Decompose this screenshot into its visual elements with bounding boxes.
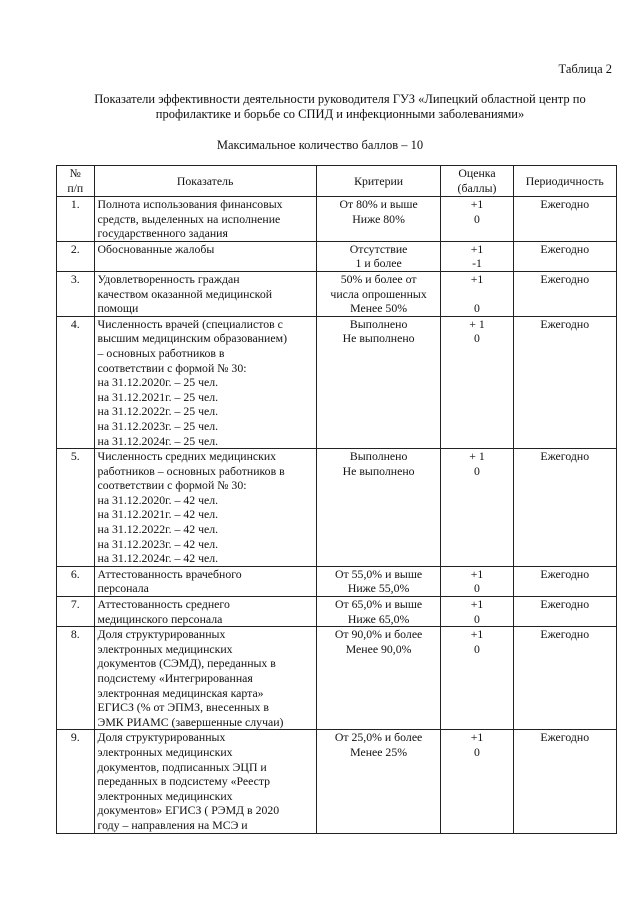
indicator-line: Численность средних медицинских <box>97 449 277 464</box>
period-value: Ежегодно <box>540 449 590 464</box>
score-line: 0 <box>474 611 480 626</box>
indicator-cell <box>94 597 316 627</box>
period-cell <box>513 316 617 448</box>
period-cell <box>513 627 617 730</box>
indicator-line: качеством оказанной медицинской <box>97 286 273 301</box>
table-row <box>57 316 617 448</box>
header-num-line-1: № <box>69 166 81 181</box>
criteria-line: От 90,0% и более <box>334 627 423 642</box>
indicator-line: – основных работников в <box>97 345 225 360</box>
indicator-line: подсистему «Интегрированная <box>97 671 253 685</box>
criteria-cell <box>316 271 441 316</box>
indicators-table <box>56 165 617 834</box>
score-cell <box>441 449 513 567</box>
header-score <box>441 166 513 197</box>
table-row <box>57 197 617 242</box>
criteria-line: Не выполнено <box>342 463 415 478</box>
criteria-line: Не выполнено <box>342 331 415 346</box>
period-cell <box>513 597 617 627</box>
period-value: Ежегодно <box>540 241 590 256</box>
row-number: 2. <box>70 241 80 256</box>
indicator-line: на 31.12.2020г. – 25 чел. <box>97 375 219 390</box>
row-number-cell <box>57 197 95 242</box>
row-number-cell <box>57 271 95 316</box>
indicator-line: работников – основных работников в <box>97 463 285 478</box>
indicator-line: электронных медицинских <box>97 641 233 656</box>
indicator-line: средств, выделенных на исполнение <box>97 211 281 226</box>
table-row <box>57 566 617 596</box>
indicator-cell <box>94 316 316 448</box>
period-value: Ежегодно <box>540 597 590 612</box>
indicator-line: электронная медицинская карта» <box>97 685 264 700</box>
indicator-line: году – направления на МСЭ и <box>97 817 248 832</box>
score-line: 0 <box>474 463 480 478</box>
title-line-1: Показатели эффективности деятельности руководителя ГУЗ «Липецкий областной центр по <box>94 92 586 106</box>
table-row <box>57 730 617 833</box>
criteria-line: Ниже 80% <box>352 211 405 226</box>
document-title <box>60 92 620 122</box>
criteria-cell <box>316 197 441 242</box>
row-number: 7. <box>70 597 80 612</box>
criteria-cell <box>316 316 441 448</box>
period-value: Ежегодно <box>540 316 590 331</box>
indicator-cell <box>94 730 316 833</box>
indicator-line: переданных в подсистему «Реестр <box>97 774 271 789</box>
period-cell <box>513 241 617 271</box>
indicator-line: на 31.12.2024г. – 42 чел. <box>97 551 219 566</box>
indicator-line: Полнота использования финансовых <box>97 197 283 211</box>
score-line: +1 <box>470 597 484 612</box>
indicator-line: Аттестованность среднего <box>97 597 230 612</box>
criteria-line: От 80% и выше <box>339 197 418 211</box>
row-number-cell <box>57 597 95 627</box>
criteria-line: Ниже 65,0% <box>347 611 410 626</box>
indicator-line: электронных медицинских <box>97 744 233 759</box>
criteria-line: числа опрошенных <box>330 286 427 301</box>
score-line: 0 <box>474 641 480 656</box>
row-number-cell <box>57 627 95 730</box>
score-line: 0 <box>474 744 480 759</box>
row-number: 4. <box>70 316 80 331</box>
period-cell <box>513 730 617 833</box>
indicator-line: на 31.12.2023г. – 25 чел. <box>97 418 219 433</box>
criteria-line: Менее 25% <box>350 744 408 759</box>
header-score-line-2: (баллы) <box>457 181 497 195</box>
criteria-line: Отсутствие <box>349 241 408 256</box>
table-label: Таблица 2 <box>558 62 612 76</box>
row-number-cell <box>57 316 95 448</box>
indicator-line: Аттестованность врачебного <box>97 566 242 581</box>
indicator-line: документов (СЭМД), переданных в <box>97 656 276 671</box>
criteria-line: Ниже 55,0% <box>347 581 410 596</box>
score-line: + 1 <box>469 449 485 464</box>
score-line: 0 <box>474 211 480 226</box>
score-line: +1 <box>470 197 484 211</box>
indicator-line: высшим медицинским образованием) <box>97 331 288 346</box>
header-score-line-1: Оценка <box>458 166 496 181</box>
period-cell <box>513 197 617 242</box>
indicator-cell <box>94 449 316 567</box>
indicator-cell <box>94 197 316 242</box>
score-line: -1 <box>472 256 482 271</box>
score-cell <box>441 241 513 271</box>
criteria-cell <box>316 241 441 271</box>
indicator-line: Доля структурированных <box>97 627 226 642</box>
score-line: 0 <box>474 331 480 346</box>
max-score-note: Максимальное количество баллов – 10 <box>216 138 424 152</box>
indicator-cell <box>94 271 316 316</box>
indicator-line: Обоснованные жалобы <box>97 241 215 256</box>
indicator-cell <box>94 627 316 730</box>
indicator-line: на 31.12.2020г. – 42 чел. <box>97 492 219 507</box>
indicator-line: электронных медицинских <box>97 788 233 803</box>
criteria-cell <box>316 566 441 596</box>
table-row <box>57 241 617 271</box>
score-line: 0 <box>474 301 480 316</box>
criteria-line: Выполнено <box>349 449 408 464</box>
period-value: Ежегодно <box>540 197 590 211</box>
title-line-2: профилактике и борьбе со СПИД и инфекционными заболеваниями» <box>155 107 525 121</box>
table-header-row <box>57 166 617 197</box>
score-line: +1 <box>470 241 484 256</box>
indicator-line: ЕГИСЗ (% от ЭПМЗ, внесенных в <box>97 700 269 715</box>
table-row <box>57 627 617 730</box>
indicator-line: на 31.12.2022г. – 42 чел. <box>97 522 219 537</box>
row-number: 1. <box>70 197 80 211</box>
indicator-line: документов» ЕГИСЗ ( РЭМД в 2020 <box>97 803 280 818</box>
criteria-line: Менее 90,0% <box>345 641 412 656</box>
criteria-line: 50% и более от <box>340 271 417 286</box>
indicator-line: документов, подписанных ЭЦП и <box>97 759 267 774</box>
criteria-cell <box>316 730 441 833</box>
score-cell <box>441 271 513 316</box>
table-row <box>57 597 617 627</box>
indicator-cell <box>94 241 316 271</box>
indicator-line: на 31.12.2023г. – 42 чел. <box>97 536 219 551</box>
indicator-line: на 31.12.2022г. – 25 чел. <box>97 404 219 419</box>
table-body <box>57 197 617 834</box>
criteria-line: Менее 50% <box>350 301 408 316</box>
period-cell <box>513 449 617 567</box>
criteria-cell <box>316 449 441 567</box>
header-criteria: Критерии <box>316 166 441 197</box>
score-cell <box>441 566 513 596</box>
header-period: Периодичность <box>513 166 617 197</box>
score-cell <box>441 730 513 833</box>
score-cell <box>441 597 513 627</box>
row-number: 6. <box>70 566 80 581</box>
indicator-line: на 31.12.2021г. – 42 чел. <box>97 507 219 522</box>
score-cell <box>441 316 513 448</box>
score-line: + 1 <box>469 316 485 331</box>
score-line: +1 <box>470 627 484 642</box>
criteria-line: Выполнено <box>349 316 408 331</box>
period-cell <box>513 271 617 316</box>
criteria-cell <box>316 597 441 627</box>
indicator-line: государственного задания <box>97 226 228 241</box>
row-number: 5. <box>70 449 80 464</box>
row-number: 3. <box>70 271 80 286</box>
header-num <box>57 166 95 197</box>
period-value: Ежегодно <box>540 566 590 581</box>
period-cell <box>513 566 617 596</box>
score-line: +1 <box>470 566 484 581</box>
row-number-cell <box>57 730 95 833</box>
period-value: Ежегодно <box>540 271 590 286</box>
row-number-cell <box>57 566 95 596</box>
period-value: Ежегодно <box>540 627 590 642</box>
indicator-line: Численность врачей (специалистов с <box>97 316 283 331</box>
indicator-line: Доля структурированных <box>97 730 226 745</box>
row-number-cell <box>57 449 95 567</box>
criteria-line: От 55,0% и выше <box>335 566 423 581</box>
score-cell <box>441 627 513 730</box>
indicator-line: на 31.12.2024г. – 25 чел. <box>97 433 219 448</box>
criteria-line: 1 и более <box>355 256 402 271</box>
score-line <box>444 287 509 302</box>
indicator-line: ЭМК РИАМС (завершенные случаи) <box>97 714 284 729</box>
indicator-line: на 31.12.2021г. – 25 чел. <box>97 389 219 404</box>
period-value: Ежегодно <box>540 730 590 745</box>
criteria-cell <box>316 627 441 730</box>
row-number: 9. <box>70 730 80 745</box>
score-line: +1 <box>470 730 484 745</box>
table-row <box>57 449 617 567</box>
indicator-line: персонала <box>97 581 149 596</box>
row-number-cell <box>57 241 95 271</box>
criteria-line: От 65,0% и выше <box>335 597 423 612</box>
table-row <box>57 271 617 316</box>
indicator-line: соответствии с формой № 30: <box>97 360 247 375</box>
indicator-line: помощи <box>97 301 139 316</box>
indicator-line: медицинского персонала <box>97 611 223 626</box>
header-num-line-2: п/п <box>67 181 84 195</box>
indicator-line: соответствии с формой № 30: <box>97 478 247 493</box>
score-line: +1 <box>470 271 484 286</box>
criteria-line: От 25,0% и более <box>334 730 423 745</box>
row-number: 8. <box>70 627 80 642</box>
score-cell <box>441 197 513 242</box>
header-indicator: Показатель <box>94 166 316 197</box>
indicator-cell <box>94 566 316 596</box>
indicator-line: Удовлетворенность граждан <box>97 271 240 286</box>
score-line: 0 <box>474 581 480 596</box>
